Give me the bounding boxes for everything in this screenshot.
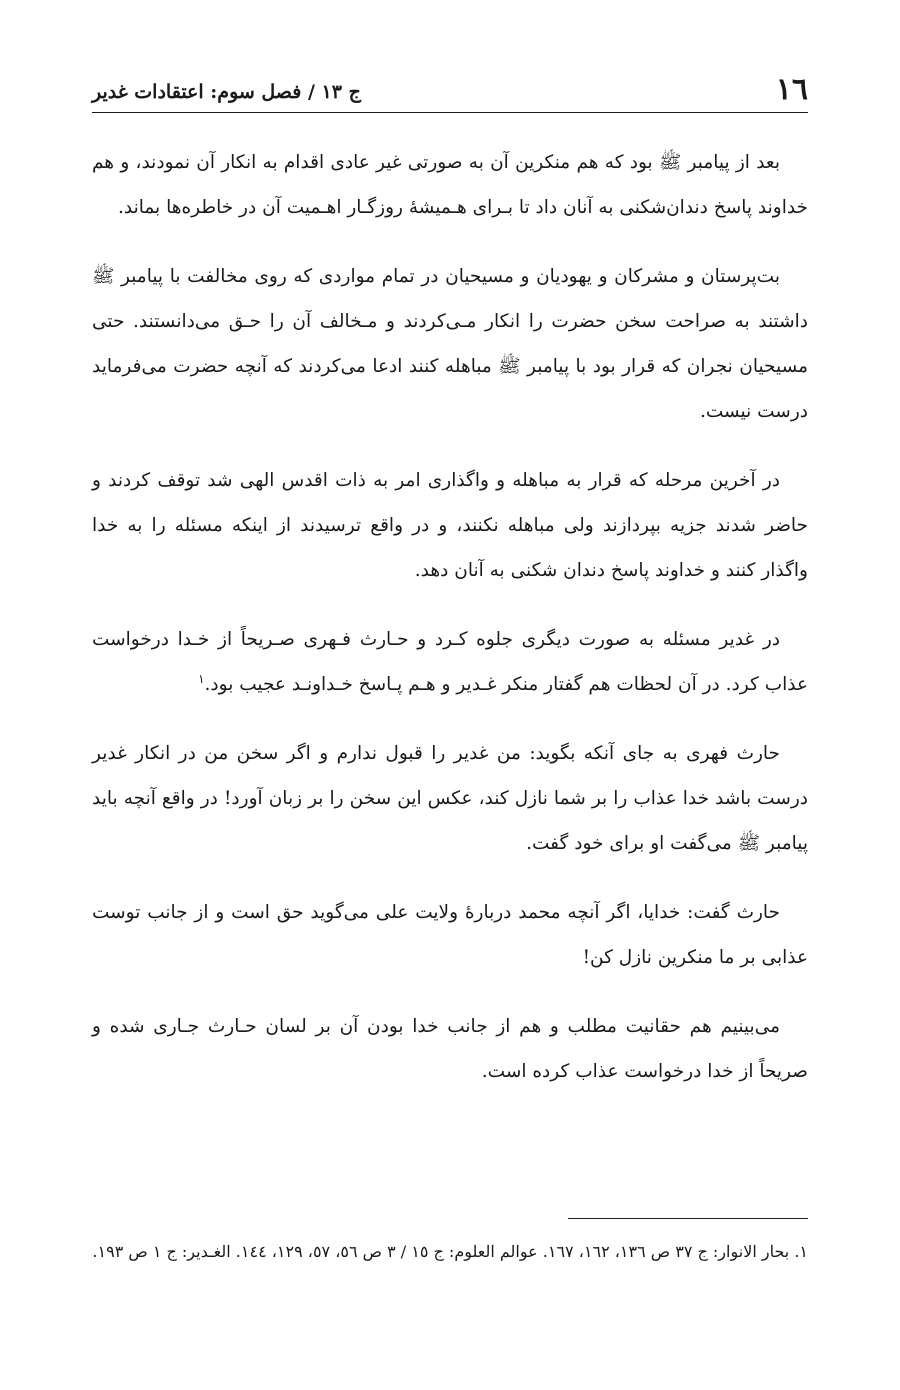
footnote-reference[interactable]: ١ — [198, 671, 205, 686]
paragraph-7 — [92, 1004, 808, 1094]
footnote-divider — [568, 1218, 808, 1219]
book-page — [92, 0, 808, 1390]
paragraph-text: می‌بینیم هم حقانیت مطلب و هم از جانب خدا بودن آن بر لسان حـارث جـاری شده و صریحاً از خدا درخواست عذاب کرده است. — [92, 1016, 808, 1082]
paragraph-text — [92, 617, 808, 707]
paragraph-text: بت‌پرستان و مشرکان و یهودیان و مسیحیان در تمام مواردی که روی مخالفت با پیامبر ﷺ داشتند به صراحت سخن حضرت را انکار مـی‌کردند و مـخالف آن را حـق می‌دانستند. حتی مسیحیان نجران که قرار بود با پیامبر ﷺ مباهله کنند ادعا می‌کردند که آنچه حضرت می‌فرماید درست نیست. — [92, 266, 808, 422]
paragraph-text: حارث فهری به جای آنکه بگوید: من غدیر را قبول ندارم و اگر سخن من در انکار غدیر درست باشد خدا عذاب را بر شما نازل کند، عکس این سخن را بر زبان آورد! در واقع آنچه باید پیامبر ﷺ می‌گفت او برای خود گفت. — [92, 743, 808, 854]
paragraph-text: در آخرین مرحله که قرار به مباهله و واگذاری امر به ذات اقدس الهی شد توقف کردند و حاضر شدند جزیه بپردازند ولی مباهله نکنند، و در واقع ترسیدند از اینکه مسئله را به خدا واگذار کنند و خداوند پاسخ دندان شکنی به آنان دهد. — [92, 470, 808, 581]
footnote: ١. بحار الانوار: ج ٣٧ ص ١٣٦، ١٦٢، ١٦٧. عوالم العلوم: ج ١٥ / ٣ ص ٥٦، ٥٧، ١٢٩، ١٤٤. الغـدیر: ج ١ ص ١٩٣. — [92, 1242, 808, 1261]
page-header — [92, 64, 808, 113]
paragraph-4 — [92, 617, 808, 707]
running-title: ج ١٣ / فصل سوم: اعتقادات غدیر — [92, 81, 361, 103]
paragraph-6 — [92, 890, 808, 980]
page-body — [92, 140, 808, 1118]
page-number: ١٦ — [775, 72, 808, 107]
paragraph-1 — [92, 140, 808, 230]
paragraph-text: حارث گفت: خدایا، اگر آنچه محمد دربارهٔ ولایت علی می‌گوید حق است و از جانب توست عذابی بر ما منکرین نازل کن! — [92, 902, 808, 968]
paragraph-5 — [92, 731, 808, 866]
paragraph-2 — [92, 254, 808, 434]
paragraph-text-main: در غدیر مسئله به صورت دیگری جلوه کـرد و حـارث فـهری صـریحاً از خـدا درخواست عذاب کرد. در آن لحظات هم گفتار منکر غـدیر و هـم پـاسخ خـداونـد عجیب بود. — [92, 629, 808, 695]
paragraph-text: بعد از پیامبر ﷺ بود که هم منکرین آن به صورتی غیر عادی اقدام به انکار آن نمودند، و هم خداوند پاسخ دندان‌شکنی به آنان داد تا بـرای هـمیشهٔ روزگـار اهـمیت آن در خاطره‌ها بماند. — [92, 152, 808, 218]
paragraph-3 — [92, 458, 808, 593]
